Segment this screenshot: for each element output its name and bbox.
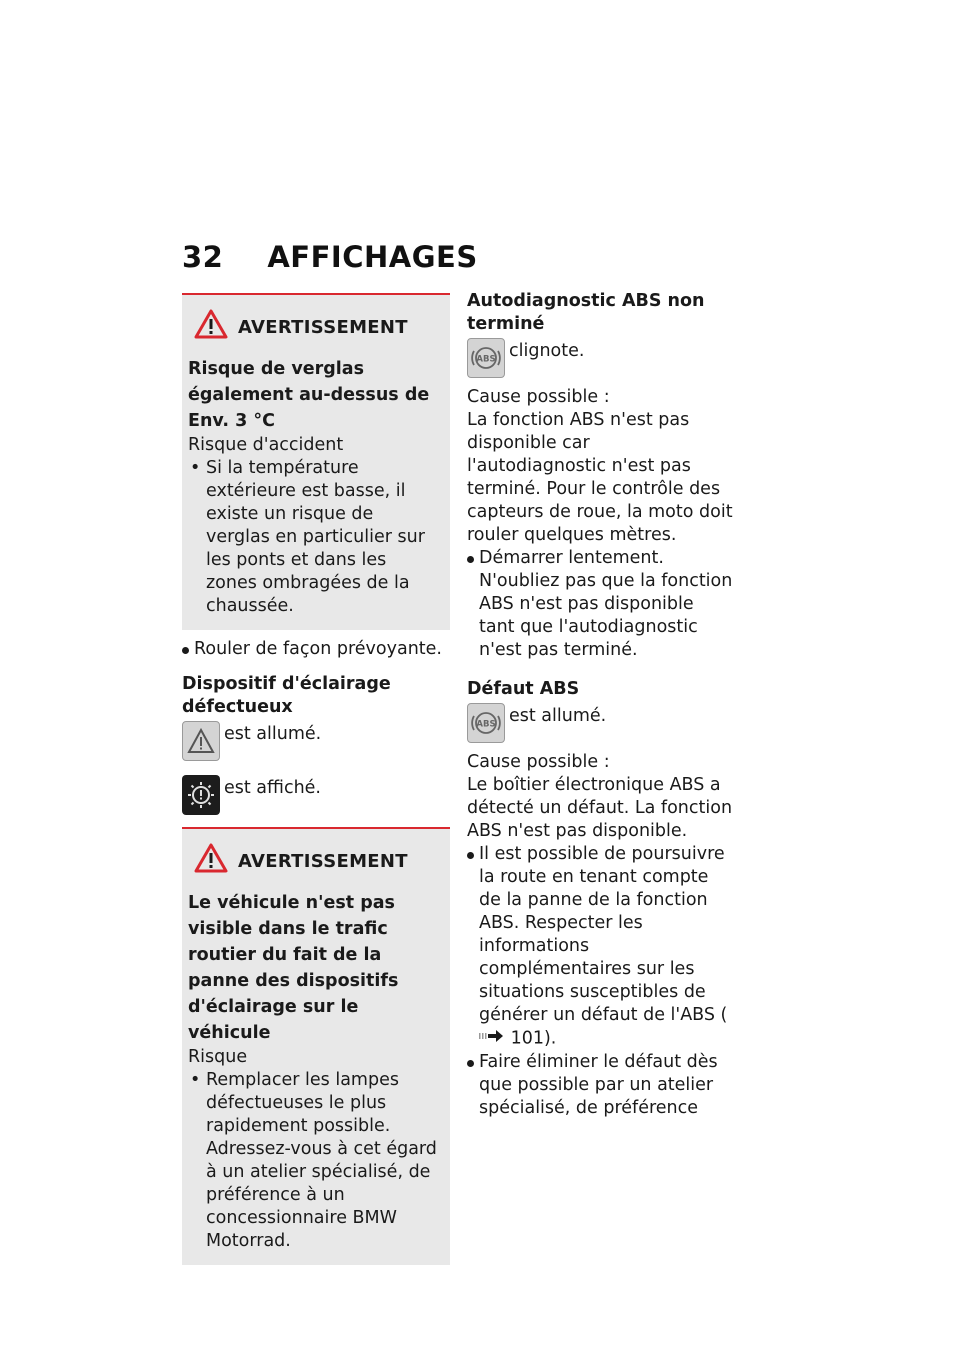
cause-label: Cause possible :	[467, 752, 610, 772]
section-title-abs-diag: Autodiagnostic ABS non terminé	[467, 291, 705, 334]
warning-heading: Risque de verglas également au-dessus de Env. 3 °C	[188, 359, 430, 431]
action-item: Rouler de façon prévoyante.	[182, 638, 450, 661]
lamp-defect-icon	[182, 775, 220, 815]
cause-text: La fonction ABS n'est pas disponible car l'autodiagnostic n'est pas terminé. Pour le contrôle des capteurs de roue, la moto doit rouler quelques mètres.	[467, 410, 733, 545]
indicator-text: clignote.	[509, 341, 585, 361]
warning-triangle-icon	[194, 843, 228, 880]
warning-risk: Risque	[188, 1047, 248, 1067]
warning-heading: Le véhicule n'est pas visible dans le trafic routier du fait de la panne des dispositifs d'éclairage sur le véhicule	[188, 893, 399, 1043]
section-title-lighting: Dispositif d'éclairage défectueux	[182, 674, 391, 717]
svg-text:ABS: ABS	[476, 719, 496, 730]
warning-label: AVERTISSEMENT	[238, 851, 408, 872]
warning-bullets	[188, 1069, 442, 1253]
action-item: Faire éliminer le défaut dès que possible par un atelier spécialisé, de préférence	[467, 1051, 733, 1120]
action-item	[467, 843, 733, 1051]
warning-box-ice	[182, 293, 450, 630]
warning-bullet: • Remplacer les lampes défectueuses le plus rapidement possible. Adressez-vous à cet égard à un atelier spécialisé, de préférence à un concessionnaire BMW Motorrad.	[188, 1069, 442, 1253]
abs-icon	[467, 703, 505, 743]
section-title-abs-fault: Défaut ABS	[467, 679, 580, 699]
indicator-row	[467, 703, 733, 743]
page-title: AFFICHAGES	[267, 240, 478, 274]
warning-bullets	[188, 457, 442, 618]
indicator-text: est allumé.	[509, 706, 607, 726]
warning-title-row	[194, 309, 442, 346]
indicator-text: est allumé.	[224, 724, 322, 744]
right-column	[467, 290, 733, 1120]
indicator-row	[182, 775, 450, 815]
page-number: 32	[182, 240, 224, 274]
action-text-end: ).	[543, 1028, 557, 1049]
action-item: Démarrer lentement. N'oubliez pas que la fonction ABS n'est pas disponible tant que l'autodiagnostic n'est pas terminé.	[467, 547, 733, 662]
svg-text:ABS: ABS	[476, 354, 496, 365]
left-column	[182, 293, 450, 1265]
page-reference-arrow-icon	[479, 1027, 505, 1050]
warning-bullet: • Si la température extérieure est basse, il existe un risque de verglas en particulier sur les ponts et dans les zones ombragées de la chaussée.	[188, 457, 442, 618]
cause-text: Le boîtier électronique ABS a détecté un défaut. La fonction ABS n'est pas disponible.	[467, 775, 733, 841]
page-reference[interactable]: 101	[510, 1028, 544, 1049]
action-text: Il est possible de poursuivre la route en tenant compte de la panne de la fonction ABS. Respecter les informations complémentaires sur les situations susceptibles de générer un défaut de l'ABS (	[479, 844, 728, 1025]
warning-risk: Risque d'accident	[188, 435, 344, 455]
warning-title-row	[194, 843, 442, 880]
page-header	[182, 240, 478, 274]
indicator-row	[467, 338, 733, 378]
warning-label: AVERTISSEMENT	[238, 317, 408, 338]
warning-triangle-icon	[194, 309, 228, 346]
abs-icon	[467, 338, 505, 378]
warning-box-visibility	[182, 827, 450, 1265]
indicator-row	[182, 721, 450, 761]
indicator-text: est affiché.	[224, 778, 321, 798]
cause-label: Cause possible :	[467, 387, 610, 407]
general-warning-icon	[182, 721, 220, 761]
